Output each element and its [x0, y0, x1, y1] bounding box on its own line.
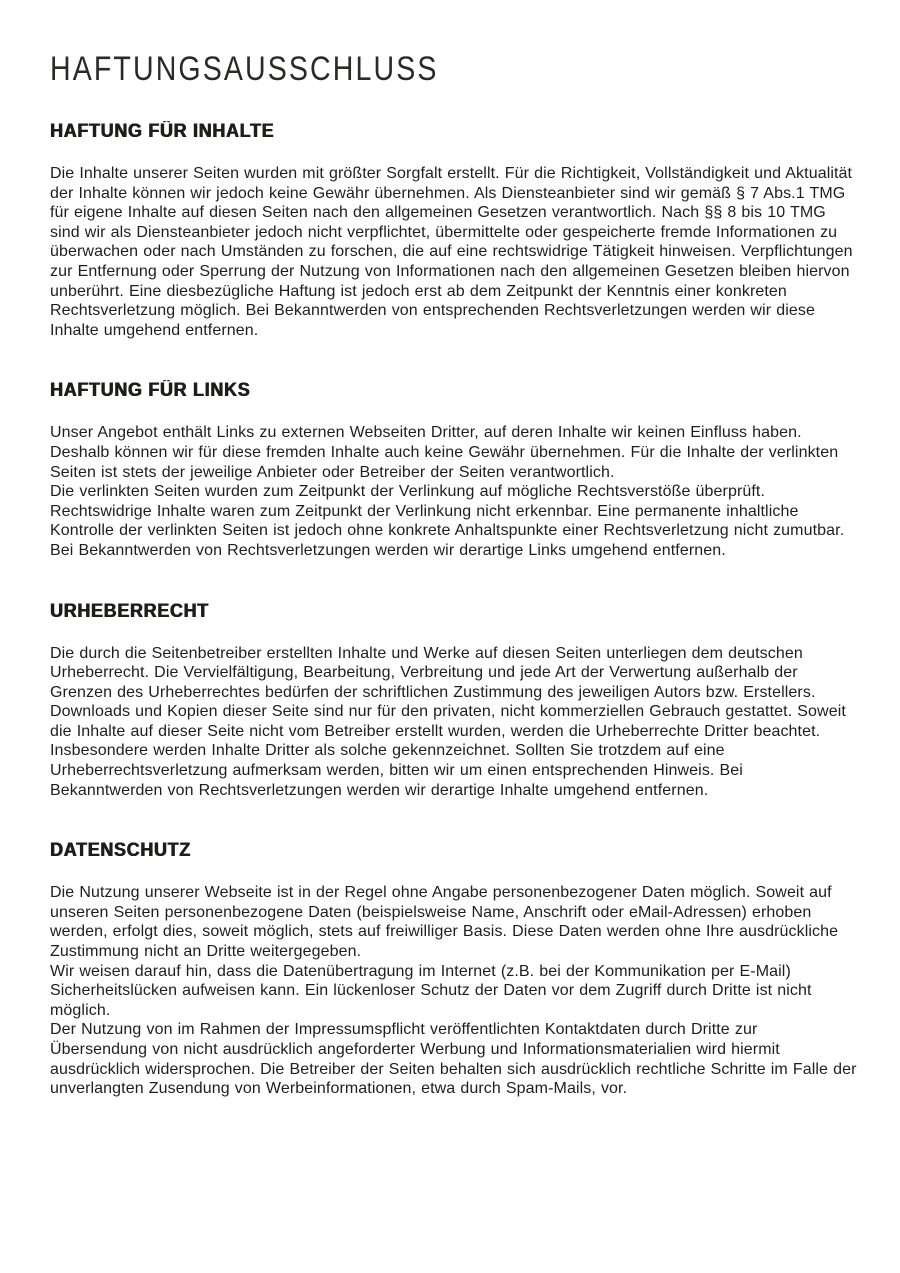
paragraph: Der Nutzung von im Rahmen der Impressumspflicht veröffentlichten Kontaktdaten durch Dritte zur Übersendung von nicht ausdrücklich angeforderter Werbung und Informationsmaterialien wird hiermit ausdrücklich widersprochen. Die Betreiber der Seiten behalten sich ausdrücklich rechtliche Schritte im Falle der unverlangten Zusendung von Werbeinformationen, etwa durch Spam-Mails, vor. [50, 1021, 857, 1098]
section-body [50, 883, 858, 1099]
paragraph: Die Inhalte unserer Seiten wurden mit größter Sorgfalt erstellt. Für die Richtigkeit, Vollständigkeit und Aktualität der Inhalte können wir jedoch keine Gewähr übernehmen. Als Diensteanbieter sind wir gemäß § 7 Abs.1 TMG für eigene Inhalte auf diesen Seiten nach den allgemeinen Gesetzen verantwortlich. Nach §§ 8 bis 10 TMG sind wir als Diensteanbieter jedoch nicht verpflichtet, übermittelte oder gespeicherte fremde Informationen zu überwachen oder nach Umständen zu forschen, die auf eine rechtswidrige Tätigkeit hinweisen. Verpflichtungen zur Entfernung oder Sperrung der Nutzung von Informationen nach den allgemeinen Gesetzen bleiben hiervon unberührt. Eine diesbezügliche Haftung ist jedoch erst ab dem Zeitpunkt der Kenntnis einer konkreten Rechtsverletzung möglich. Bei Bekanntwerden von entsprechenden Rechtsverletzungen werden wir diese Inhalte umgehend entfernen. [50, 165, 853, 339]
section-heading-datenschutz: DATENSCHUTZ [50, 840, 191, 862]
section-body [50, 644, 858, 801]
section-body [50, 164, 858, 340]
paragraph: Unser Angebot enthält Links zu externen Webseiten Dritter, auf deren Inhalte wir keinen Einfluss haben. Deshalb können wir für diese fremden Inhalte auch keine Gewähr übernehmen. Für die Inhalte der verlinkten Seiten ist stets der jeweilige Anbieter oder Betreiber der Seiten verantwortlich. [50, 424, 839, 481]
section-heading-urheberrecht: URHEBERRECHT [50, 600, 209, 622]
paragraph: Die durch die Seitenbetreiber erstellten Inhalte und Werke auf diesen Seiten unterliegen dem deutschen Urheberrecht. Die Vervielfältigung, Bearbeitung, Verbreitung und jede Art der Verwertung außerhalb der Grenzen des Urheberrechtes bedürfen der schriftlichen Zustimmung des jeweiligen Autors bzw. Erstellers. Downloads und Kopien dieser Seite sind nur für den privaten, nicht kommerziellen Gebrauch gestattet. Soweit die Inhalte auf dieser Seite nicht vom Betreiber erstellt wurden, werden die Urheberrechte Dritter beachtet. Insbesondere werden Inhalte Dritter als solche gekennzeichnet. Sollten Sie trotzdem auf eine Urheberrechtsverletzung aufmerksam werden, bitten wir um einen entsprechenden Hinweis. Bei Bekanntwerden von Rechtsverletzungen werden wir derartige Inhalte umgehend entfernen. [50, 644, 846, 799]
section-haftung-fuer-links [50, 381, 858, 560]
section-urheberrecht [50, 602, 858, 801]
section-heading-haftung-fuer-links: HAFTUNG FÜR LINKS [50, 380, 251, 402]
section-body [50, 423, 858, 560]
section-datenschutz [50, 841, 858, 1099]
paragraph: Wir weisen darauf hin, dass die Datenübertragung im Internet (z.B. bei der Kommunikation per E-Mail) Sicherheitslücken aufweisen kann. Ein lückenloser Schutz der Daten vor dem Zugriff durch Dritte ist nicht möglich. [50, 962, 812, 1019]
section-heading-haftung-fuer-inhalte: HAFTUNG FÜR INHALTE [50, 121, 275, 142]
paragraph: Die Nutzung unserer Webseite ist in der Regel ohne Angabe personenbezogener Daten möglich. Soweit auf unseren Seiten personenbezogene Daten (beispielsweise Name, Anschrift oder eMail-Adressen) erhoben werden, erfolgt dies, soweit möglich, stets auf freiwilliger Basis. Diese Daten werden ohne Ihre ausdrückliche Zustimmung nicht an Dritte weitergegeben. [50, 884, 839, 961]
paragraph: Die verlinkten Seiten wurden zum Zeitpunkt der Verlinkung auf mögliche Rechtsverstöße überprüft. Rechtswidrige Inhalte waren zum Zeitpunkt der Verlinkung nicht erkennbar. Eine permanente inhaltliche Kontrolle der verlinkten Seiten ist jedoch ohne konkrete Anhaltspunkte einer Rechtsverletzung nicht zumutbar. Bei Bekanntwerden von Rechtsverletzungen werden wir derartige Links umgehend entfernen. [50, 483, 845, 559]
page-title: HAFTUNGSAUSSCHLUSS [50, 50, 439, 88]
section-haftung-fuer-inhalte [50, 122, 858, 340]
